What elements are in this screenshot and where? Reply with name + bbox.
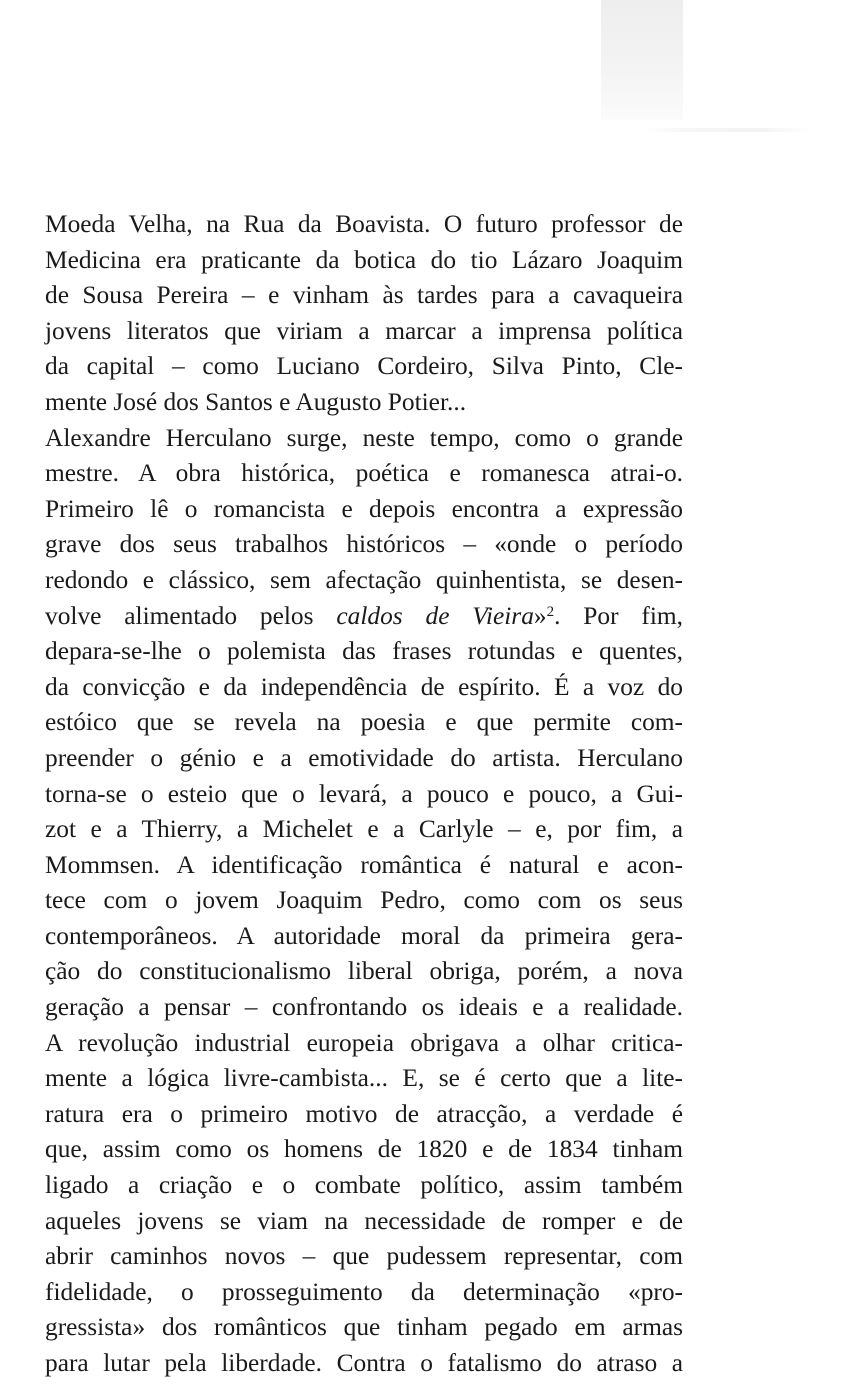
text-line: geração a pensar – confrontando os ideais e a realidade. — [45, 993, 683, 1022]
text-line: contemporâneos. A autoridade moral da primeira gera- — [45, 921, 683, 950]
text-line: fidelidade, o prosseguimento da determinação «pro- — [45, 1277, 683, 1306]
text-line: preender o génio e a emotividade do artista. Herculano — [45, 743, 683, 772]
text-line-with-footnote — [45, 599, 683, 635]
body-text — [45, 207, 683, 1382]
text-line: ratura era o primeiro motivo de atracção, a verdade é — [45, 1099, 683, 1128]
text-line: estóico que se revela na poesia e que permite com- — [45, 708, 683, 737]
text-line: da convicção e da independência de espírito. É a voz do — [45, 672, 683, 701]
text-line: torna-se o esteio que o levará, a pouco e pouco, a Gui- — [45, 779, 683, 808]
text-line: grave dos seus trabalhos históricos – «onde o período — [45, 530, 683, 559]
text-segment: . Por fim, — [554, 601, 684, 630]
text-line: ligado a criação e o combate político, assim também — [45, 1171, 683, 1200]
closing-guillemet: » — [533, 601, 547, 630]
text-line: abrir caminhos novos – que pudessem representar, com — [45, 1242, 683, 1271]
text-line: Medicina era praticante da botica do tio Lázaro Joaquim — [45, 245, 683, 274]
text-segment: volve alimentado pelos — [45, 601, 337, 630]
text-line: de Sousa Pereira – e vinham às tardes para a cavaqueira — [45, 281, 683, 310]
text-line: tece com o jovem Joaquim Pedro, como com os seus — [45, 886, 683, 915]
text-line: gressista» dos românticos que tinham pegado em armas — [45, 1313, 683, 1342]
text-line: Primeiro lê o romancista e depois encontra a expressão — [45, 494, 683, 523]
bleed-through-text — [640, 128, 810, 132]
text-line: redondo e clássico, sem afectação quinhentista, se desen- — [45, 565, 683, 594]
text-line: que, assim como os homens de 1820 e de 1834 tinham — [45, 1135, 683, 1164]
italic-quote: caldos de Vieira — [336, 601, 534, 630]
text-line: mente José dos Santos e Augusto Potier... — [45, 387, 467, 416]
text-line: jovens literatos que viriam a marcar a imprensa política — [45, 316, 683, 345]
text-line: mente a lógica livre-cambista... E, se é certo que a lite- — [45, 1064, 683, 1093]
text-line: para lutar pela liberdade. Contra o fatalismo do atraso a — [45, 1349, 683, 1377]
text-line: zot e a Thierry, a Michelet e a Carlyle – e, por fim, a — [45, 815, 683, 844]
page-edge-shadow — [601, 0, 683, 120]
text-line: Mommsen. A identificação romântica é natural e acon- — [45, 850, 683, 879]
text-line: ção do constitucionalismo liberal obriga, porém, a nova — [45, 957, 683, 986]
text-line: Moeda Velha, na Rua da Boavista. O futuro professor de — [45, 210, 683, 238]
text-line: A revolução industrial europeia obrigava a olhar critica- — [45, 1028, 683, 1057]
text-line: Alexandre Herculano surge, neste tempo, como o grande — [45, 423, 683, 452]
text-line: depara-se-lhe o polemista das frases rotundas e quentes, — [45, 637, 683, 666]
footnote-marker[interactable]: 2 — [546, 603, 555, 620]
text-line: aqueles jovens se viam na necessidade de romper e de — [45, 1206, 683, 1235]
text-line: mestre. A obra histórica, poética e romanesca atrai-o. — [45, 459, 683, 488]
text-line: da capital – como Luciano Cordeiro, Silva Pinto, Cle- — [45, 352, 683, 381]
